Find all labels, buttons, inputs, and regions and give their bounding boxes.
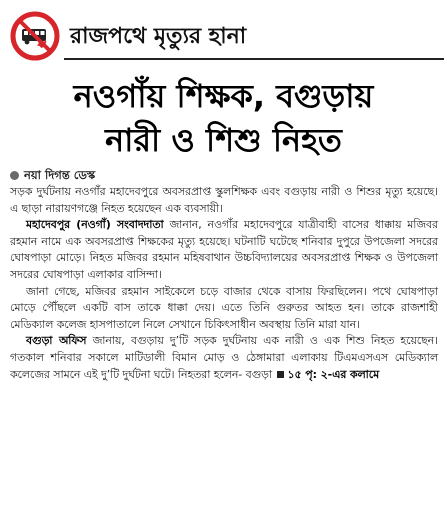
jump-square-icon [277, 371, 284, 378]
paragraph-bogura-text: জানায়, বগুড়ায় দু’টি সড়ক দুর্ঘটনায় এক নারী ও এক শিশু নিহত হয়েছেন। গতকাল শনিবার সকালে মাটিডালী বিমান মোড় ও ঠেঙ্গামারা এলাকায় টিএমএসএস মেডিক্যাল কলেজের সামনে এই দু’টি দুর্ঘটনা ঘটে। নিহতরা হলেন- বগুড়া [10, 334, 438, 381]
continued-on-page: ১৫ পৃ: ২-এর কলামে [287, 367, 380, 381]
headline-line-1: নওগাঁয় শিক্ষক, বগুড়ায় [73, 77, 374, 115]
section-rubric: রাজপথে মৃত্যুর হানা [70, 24, 247, 49]
byline-text: নয়া দিগন্ত ডেস্ক [24, 168, 96, 182]
dateline-bogura: বগুড়া অফিস [26, 334, 87, 348]
paragraph-mahadevpur-text: জানান, নওগাঁর মহাদেবপুরে যাত্রীবাহী বাসের ধাক্কায় মজিবর রহমান নামে এক অবসরপ্রাপ্ত শিক্ষকের মৃত্যু হয়েছে। ঘটনাটি ঘটেছে শনিবার দুপুরে উপজেলা সদরের ঘোষপাড়া মোড়ে। নিহত মজিবর রহমান মহিষবাথান উচ্চবিদ্যালয়ের অবসরপ্রাপ্ত শিক্ষক ও উপজেলা সদরের ঘোষপাড়া এলাকার বাসিন্দা। [10, 218, 438, 281]
rubric-underline [64, 58, 444, 60]
dateline-mahadevpur: মহাদেবপুর (নওগাঁ) সংবাদদাতা [26, 218, 164, 232]
paragraph-details: জানা গেছে, মজিবর রহমান সাইকেলে চড়ে বাজার থেকে বাসায় ফিরছিলেন। পথে ঘোষপাড়া মোড়ে পৌঁছলে একটি বাস তাকে ধাক্কা দেয়। এতে তিনি গুরুতর আহত হন। তাকে রাজশাহী মেডিক্যাল কলেজ হাসপাতালে নিলে সেখানে চিকিৎসাধীন অবস্থায় তিনি মারা যান। [10, 284, 438, 331]
article-headline [10, 74, 437, 162]
section-header [8, 6, 439, 66]
byline [10, 167, 430, 183]
no-accident-sign-icon [10, 11, 60, 61]
paragraph-intro: সড়ক দুর্ঘটনায় নওগাঁর মহাদেবপুরে অবসরপ্রাপ্ত স্কুলশিক্ষক এবং বগুড়ায় নারী ও শিশুর মৃত্যু হয়েছে। এ ছাড়া নারায়ণগঞ্জে নিহত হয়েছেন এক ব্যবসায়ী। [10, 185, 438, 215]
paragraph-mahadevpur [10, 217, 438, 283]
paragraph-bogura [10, 333, 438, 383]
headline-line-2: নারী ও শিশু নিহত [105, 121, 342, 159]
byline-bullet-icon [10, 171, 19, 180]
article-body [10, 184, 438, 383]
